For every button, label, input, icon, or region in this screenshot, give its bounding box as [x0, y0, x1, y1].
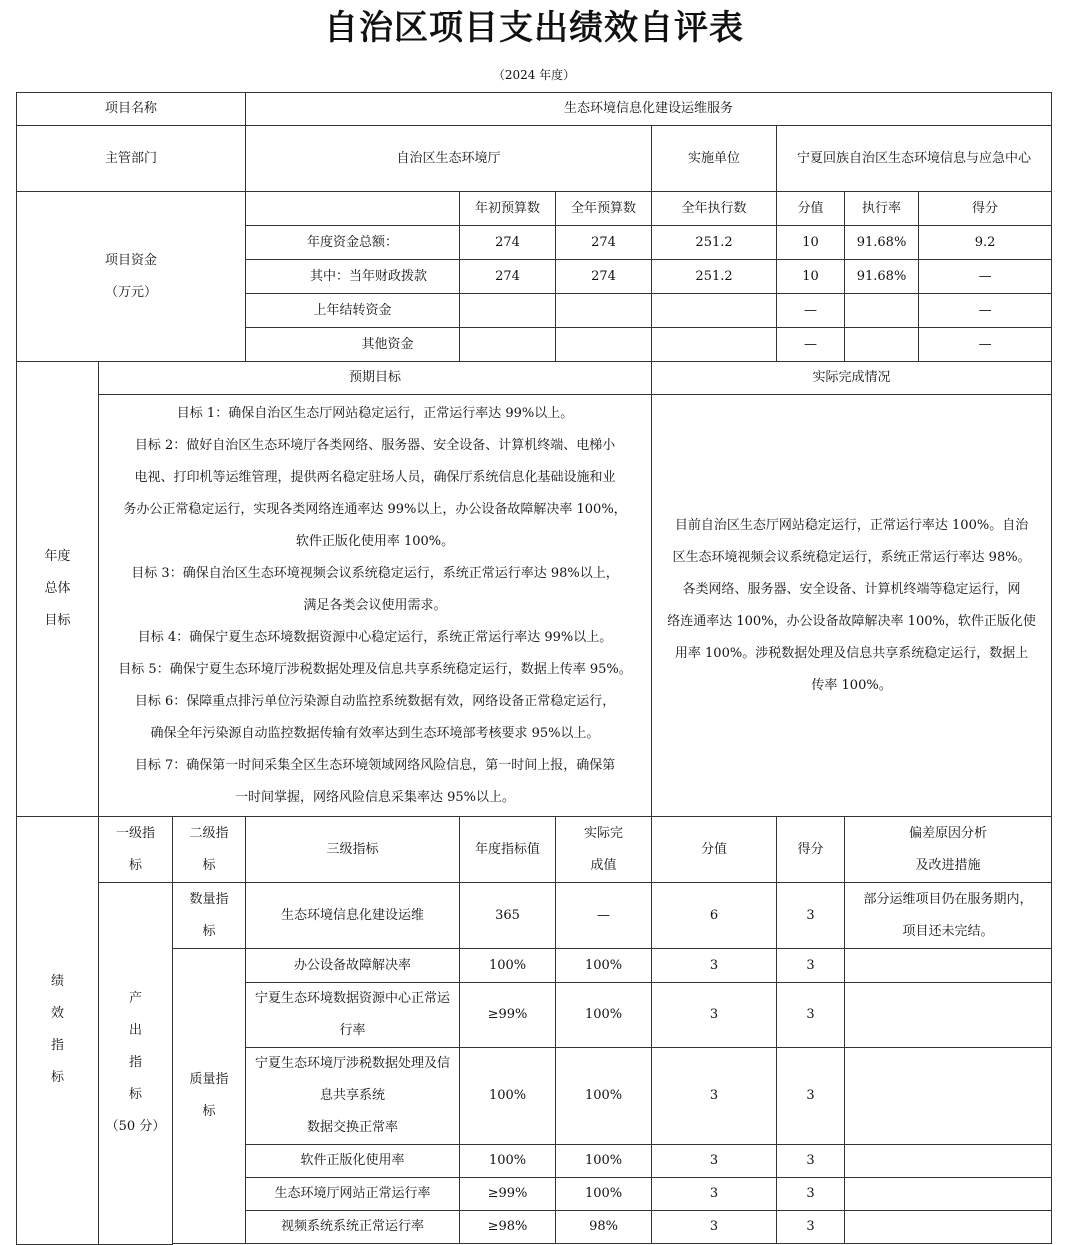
actual-results	[652, 395, 1052, 817]
level2-quantity	[173, 883, 246, 949]
header-text: 及改进措施	[915, 857, 981, 873]
indicators-label-line: 绩	[50, 974, 64, 990]
funds-header-initial: 年初预算数	[460, 192, 556, 226]
header-text: 实际完	[584, 825, 624, 841]
indicator-target: ≥98%	[460, 1211, 556, 1244]
impl-label: 实施单位	[652, 126, 777, 192]
funds-cell: 9.2	[919, 226, 1052, 260]
dept-label: 主管部门	[17, 126, 246, 192]
funds-cell	[460, 328, 556, 362]
indicator-target: 100%	[460, 1145, 556, 1178]
level2-text: 数量指	[189, 891, 229, 907]
indicator-name: 办公设备故障解决率	[246, 949, 460, 983]
funds-cell	[845, 328, 919, 362]
level1-output	[99, 883, 173, 1245]
indicator-name	[246, 1048, 460, 1145]
funds-row-label: 上年结转资金	[246, 294, 460, 328]
indicator-actual: 100%	[556, 1178, 652, 1211]
report-year: （2024 年度）	[492, 68, 576, 82]
goal-line: 目标 7：确保第一时间采集全区生态环境领域网络风险信息，第一时间上报，确保第	[134, 757, 616, 773]
funds-cell: 251.2	[652, 226, 777, 260]
self-evaluation-table	[16, 92, 1052, 1245]
goal-line: 软件正版化使用率 100%。	[295, 533, 455, 549]
header-actual	[556, 817, 652, 883]
indicator-row	[17, 883, 1052, 949]
project-name-value: 生态环境信息化建设运维服务	[246, 93, 1052, 126]
funds-label: 项目资金	[105, 252, 158, 268]
indicator-score: 3	[777, 1048, 845, 1145]
header-level2	[173, 817, 246, 883]
indicator-name-line: 宁夏生态环境厅涉税数据处理及信息共享系统	[255, 1056, 451, 1103]
funds-cell: 10	[777, 226, 845, 260]
funds-row-label: 其中：当年财政拨款	[246, 260, 460, 294]
indicator-target: ≥99%	[460, 983, 556, 1048]
indicators-label-cell	[17, 817, 99, 1245]
indicator-actual: 100%	[556, 1145, 652, 1178]
indicator-value: 3	[652, 1048, 777, 1145]
actual-line: 用率 100%。涉税数据处理及信息共享系统稳定运行，数据上	[674, 645, 1029, 661]
indicator-name: 生态环境厅网站正常运行率	[246, 1178, 460, 1211]
indicator-deviation	[845, 983, 1052, 1048]
funds-cell	[845, 294, 919, 328]
header-text: 标	[202, 857, 216, 873]
indicator-name: 软件正版化使用率	[246, 1145, 460, 1178]
goal-line: 目标 1：确保自治区生态厅网站稳定运行，正常运行率达 99%以上。	[176, 405, 574, 421]
goal-line: 目标 4：确保宁夏生态环境数据资源中心稳定运行，系统正常运行率达 99%以上。	[137, 629, 613, 645]
indicator-name-line: 数据交换正常率	[307, 1120, 399, 1135]
indicator-value: 3	[652, 949, 777, 983]
actual-line: 络连通率达 100%，办公设备故障解决率 100%，软件正版化使	[667, 613, 1036, 629]
objectives-label-line: 目标	[44, 613, 71, 628]
level1-text: 标	[128, 1087, 142, 1103]
goal-line: 目标 3：确保自治区生态环境视频会议系统稳定运行，系统正常运行率达 98%以上，	[131, 565, 619, 581]
header-text: 二级指	[189, 825, 229, 841]
level1-text: 产	[128, 991, 142, 1007]
goal-line: 务办公正常稳定运行，实现各类网络连通率达 99%以上，办公设备故障解决率 100%，	[123, 501, 627, 517]
indicator-row	[17, 949, 1052, 983]
indicators-label-line: 指	[50, 1038, 64, 1054]
funds-cell	[556, 294, 652, 328]
level1-text: 指	[128, 1055, 142, 1071]
header-text: 标	[128, 857, 142, 873]
funds-row-label: 年度资金总额：	[246, 226, 460, 260]
level2-text: 质量指	[189, 1072, 229, 1087]
header-level1	[99, 817, 173, 883]
goal-line: 一时间掌握，网络风险信息采集率达 95%以上。	[235, 789, 516, 805]
funds-header-executed: 全年执行数	[652, 192, 777, 226]
header-text: 一级指	[115, 825, 155, 841]
level2-text: 标	[202, 1104, 216, 1119]
funds-row-label: 其他资金	[246, 328, 460, 362]
indicator-name: 宁夏生态环境数据资源中心正常运行率	[246, 983, 460, 1048]
funds-cell: 91.68%	[845, 260, 919, 294]
funds-header-score: 得分	[919, 192, 1052, 226]
indicator-value: 3	[652, 1145, 777, 1178]
funds-cell: —	[777, 328, 845, 362]
funds-header-value: 分值	[777, 192, 845, 226]
funds-cell: 274	[460, 226, 556, 260]
header-text: 偏差原因分析	[909, 825, 988, 841]
project-name-label: 项目名称	[17, 93, 246, 126]
header-score: 得分	[777, 817, 845, 883]
funds-unit: （万元）	[105, 284, 158, 300]
funds-label-cell	[17, 192, 246, 362]
indicator-name: 生态环境信息化建设运维	[246, 883, 460, 949]
goal-line: 目标 5：确保宁夏生态环境厅涉税数据处理及信息共享系统稳定运行，数据上传率 95%。	[118, 661, 632, 677]
goal-line: 目标 2：做好自治区生态环境厅各类网络、服务器、安全设备、计算机终端、电梯小	[134, 437, 616, 453]
level2-text: 标	[202, 923, 216, 939]
indicator-target: 365	[460, 883, 556, 949]
funds-cell: 274	[556, 260, 652, 294]
funds-cell: 274	[460, 260, 556, 294]
funds-cell: —	[777, 294, 845, 328]
deviation-text: 部分运维项目仍在服务期内，	[863, 891, 1033, 907]
indicator-deviation	[845, 1178, 1052, 1211]
indicators-label-line: 标	[50, 1070, 64, 1086]
indicator-deviation	[845, 1048, 1052, 1145]
indicator-actual: 100%	[556, 983, 652, 1048]
funds-cell: —	[919, 328, 1052, 362]
actual-line: 区生态环境视频会议系统稳定运行，系统正常运行率达 98%。	[672, 549, 1031, 565]
funds-cell	[556, 328, 652, 362]
objectives-label-line: 年度	[44, 549, 71, 564]
indicator-deviation	[845, 883, 1052, 949]
goal-line: 满足各类会议使用需求。	[303, 597, 447, 613]
level2-quality	[173, 949, 246, 1244]
indicator-score: 3	[777, 949, 845, 983]
actual-line: 传率 100%。	[811, 677, 892, 693]
indicator-deviation	[845, 949, 1052, 983]
indicator-score: 3	[777, 1211, 845, 1244]
indicator-score: 3	[777, 883, 845, 949]
level1-text: （50 分）	[105, 1119, 166, 1135]
indicator-actual: 100%	[556, 1048, 652, 1145]
goal-line: 目标 6：保障重点排污单位污染源自动监控系统数据有效，网络设备正常稳定运行，	[134, 693, 616, 709]
indicator-name: 视频系统系统正常运行率	[246, 1211, 460, 1244]
deviation-text: 项目还未完结。	[902, 923, 994, 939]
dept-value: 自治区生态环境厅	[246, 126, 652, 192]
funds-header-rate: 执行率	[845, 192, 919, 226]
funds-cell: 251.2	[652, 260, 777, 294]
goal-line: 电视、打印机等运维管理，提供两名稳定驻场人员，确保厅系统信息化基础设施和业	[134, 469, 616, 485]
page-title: 自治区项目支出绩效自评表	[324, 8, 744, 48]
expected-header: 预期目标	[99, 362, 652, 395]
header-target: 年度指标值	[460, 817, 556, 883]
funds-cell	[460, 294, 556, 328]
actual-header: 实际完成情况	[652, 362, 1052, 395]
actual-line: 目前自治区生态厅网站稳定运行，正常运行率达 100%。自治	[674, 517, 1029, 533]
objectives-label-cell	[17, 362, 99, 817]
header-score-value: 分值	[652, 817, 777, 883]
funds-cell: —	[919, 260, 1052, 294]
funds-header-blank	[246, 192, 460, 226]
indicator-target: ≥99%	[460, 1178, 556, 1211]
indicator-score: 3	[777, 1178, 845, 1211]
indicator-actual: 98%	[556, 1211, 652, 1244]
indicator-actual: 100%	[556, 949, 652, 983]
indicator-target: 100%	[460, 949, 556, 983]
impl-value: 宁夏回族自治区生态环境信息与应急中心	[777, 126, 1052, 192]
indicator-score: 3	[777, 983, 845, 1048]
level1-text: 出	[128, 1023, 142, 1039]
indicators-label-line: 效	[50, 1006, 64, 1022]
goal-line: 确保全年污染源自动监控数据传输有效率达到生态环境部考核要求 95%以上。	[150, 725, 600, 741]
indicator-target: 100%	[460, 1048, 556, 1145]
funds-cell: 274	[556, 226, 652, 260]
objectives-label-line: 总体	[44, 581, 71, 596]
funds-cell: —	[919, 294, 1052, 328]
indicator-value: 3	[652, 1211, 777, 1244]
funds-cell: 91.68%	[845, 226, 919, 260]
indicator-score: 3	[777, 1145, 845, 1178]
expected-goals	[99, 395, 652, 817]
funds-cell	[652, 294, 777, 328]
funds-header-annual: 全年预算数	[556, 192, 652, 226]
actual-line: 各类网络、服务器、安全设备、计算机终端等稳定运行，网	[682, 581, 1021, 597]
indicator-actual: —	[556, 883, 652, 949]
indicator-value: 3	[652, 983, 777, 1048]
indicator-value: 3	[652, 1178, 777, 1211]
header-text: 成值	[590, 857, 617, 873]
funds-cell	[652, 328, 777, 362]
funds-cell: 10	[777, 260, 845, 294]
header-level3: 三级指标	[246, 817, 460, 883]
indicator-value: 6	[652, 883, 777, 949]
indicator-deviation	[845, 1145, 1052, 1178]
header-deviation	[845, 817, 1052, 883]
